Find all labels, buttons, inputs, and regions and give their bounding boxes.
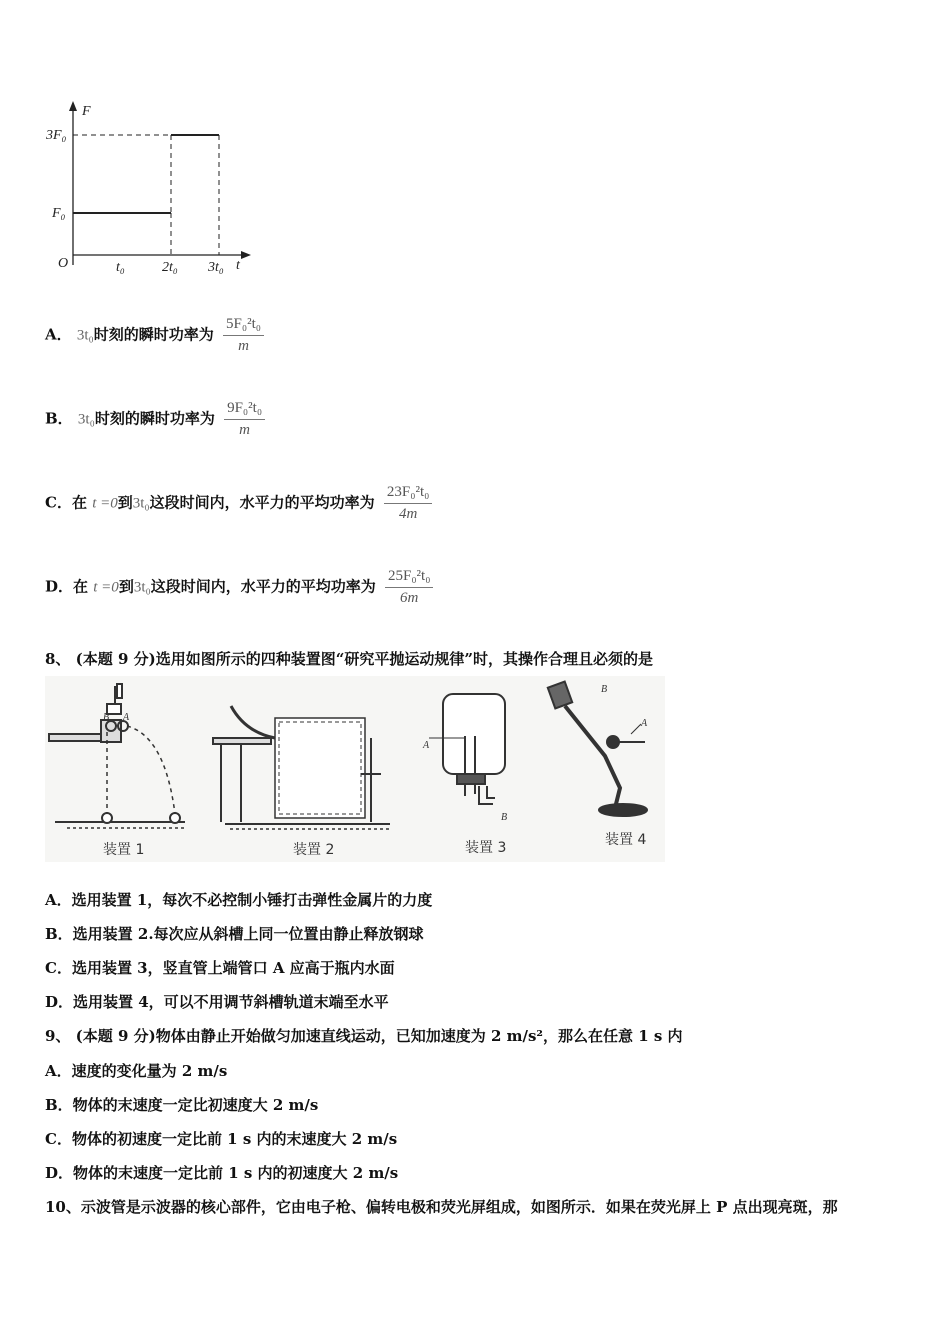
device-2-label: 装置 2 — [293, 842, 335, 858]
q7-option-b: B． 3t₀时刻的瞬时功率为 $\frac{\text{9F₀²t₀}}{m}$ — [45, 400, 265, 439]
q8-apparatus-figure — [45, 676, 665, 862]
device-3-point-a: A — [423, 740, 430, 751]
q7-option-c: C．在 t =0到3t₀这段时间内，水平力的平均功率为 $\frac{\text{23F₀²t₀}}{4m}$ — [45, 484, 432, 523]
y-tick-F0: F₀ — [52, 206, 66, 221]
y-tick-3F0: 3F₀ — [46, 128, 67, 143]
option-a-time: 3t₀ — [76, 327, 94, 344]
q7-option-d: D．在 t =0到3t₀这段时间内，水平力的平均功率为 $\frac{\text{25F₀²t₀}}{6m}$ — [45, 568, 433, 607]
x-tick-t0: t₀ — [116, 260, 125, 275]
option-b-time: 3t₀ — [77, 411, 95, 428]
q8-option-d: D．选用装置 4，可以不用调节斜槽轨道末端至水平 — [45, 993, 389, 1011]
q7-option-a: A． 3t₀时刻的瞬时功率为 $\frac{\text{5F₀²t₀}}{m}$ — [45, 316, 264, 355]
q9-stem: 9、 (本题 9 分)物体由静止开始做匀加速直线运动，已知加速度为 2 m/s²，那么在任意 1 s 内 — [45, 1027, 683, 1045]
device-3-label: 装置 3 — [465, 840, 507, 856]
device-4-label: 装置 4 — [605, 832, 647, 848]
device-1-point-b: B — [103, 712, 110, 723]
device-1-point-a: A — [123, 712, 130, 723]
y-axis-label: F — [82, 104, 91, 119]
y-axis-arrow — [69, 101, 77, 111]
device-4-point-a: A — [641, 718, 648, 729]
option-c-fraction: $\frac{\text{23F₀²t₀}}{4m}$ — [384, 484, 432, 523]
x-tick-2t0: 2t₀ — [162, 260, 178, 275]
device-1-label: 装置 1 — [103, 842, 145, 858]
x-axis-label: t — [236, 258, 240, 273]
q8-option-c: C．选用装置 3，竖直管上端管口 A 应高于瓶内水面 — [45, 959, 395, 977]
q8-stem: 8、 (本题 9 分)选用如图所示的四种装置图“研究平抛运动规律”时，其操作合理且必须的是 — [45, 650, 653, 668]
x-axis-arrow — [241, 251, 251, 259]
origin-label: O — [58, 256, 69, 271]
q8-option-b: B．选用装置 2.每次应从斜槽上同一位置由静止释放钢球 — [45, 925, 424, 943]
option-b-fraction: $\frac{\text{9F₀²t₀}}{m}$ — [224, 400, 265, 439]
option-a-fraction: $\frac{\text{5F₀²t₀}}{m}$ — [223, 316, 264, 355]
q9-option-d: D．物体的末速度一定比前 1 s 内的初速度大 2 m/s — [45, 1164, 399, 1182]
q9-option-b: B．物体的末速度一定比初速度大 2 m/s — [45, 1096, 319, 1114]
q8-option-a: A．选用装置 1，每次不必控制小锤打击弹性金属片的力度 — [45, 891, 433, 909]
option-d-fraction: $\frac{\text{25F₀²t₀}}{6m}$ — [385, 568, 433, 607]
q10-stem: 10、示波管是示波器的核心部件，它由电子枪、偏转电极和荧光屏组成，如图所示．如果在荧光屏上 P 点出现亮斑，那 — [45, 1198, 838, 1216]
device-4-point-b: B — [601, 684, 608, 695]
q9-option-a: A．速度的变化量为 2 m/s — [45, 1062, 228, 1080]
x-tick-3t0: 3t₀ — [208, 260, 224, 275]
force-time-graph — [40, 95, 260, 285]
device-3-point-b: B — [501, 812, 508, 823]
q9-option-c: C．物体的初速度一定比前 1 s 内的末速度大 2 m/s — [45, 1130, 398, 1148]
